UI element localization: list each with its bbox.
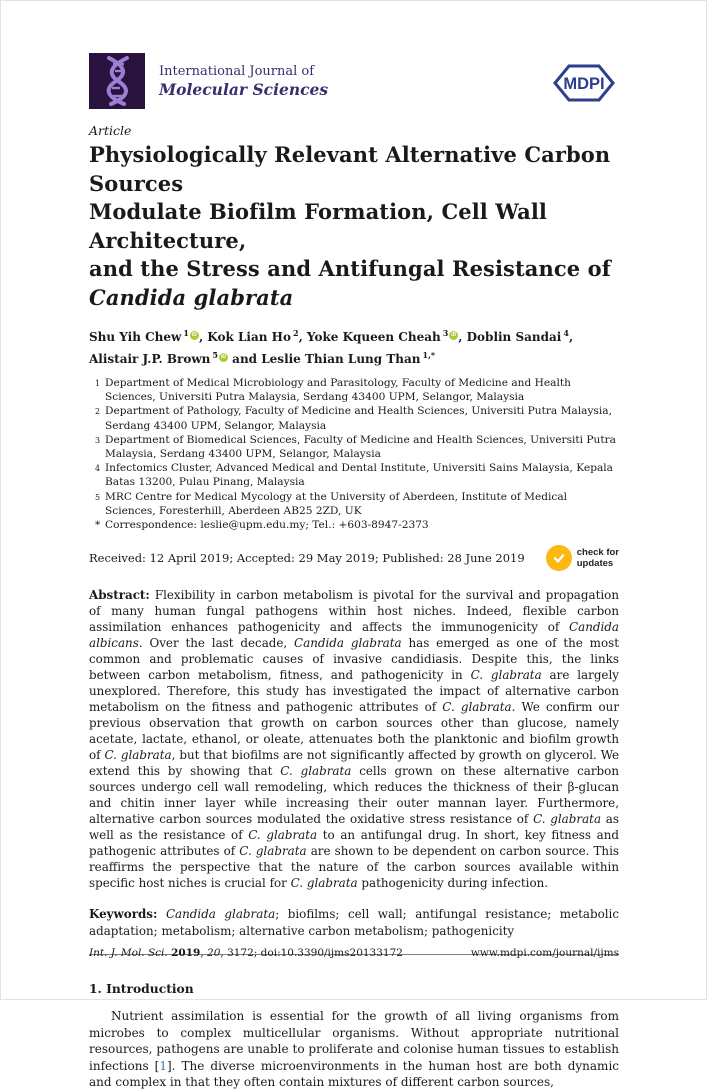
affiliation-row [89, 490, 619, 518]
mdpi-logo-text: MDPI [563, 75, 605, 93]
affiliation-marker: 4 [95, 464, 101, 474]
orcid-icon[interactable]: iD [190, 331, 199, 340]
intro-paragraph: Nutrient assimilation is essential for the growth of all living organisms from microbes to complex multicellular organisms. Without appropriate nutritional resources, pathogens are unable to proliferate and colonise human tissues to establish infections [1]. The diverse microenvironments in the human host are both dynamic and complex in that they often contain mixtures of different carbon sources, [89, 1009, 619, 1090]
author-list [89, 325, 619, 368]
affiliation-text: Department of Biomedical Sciences, Faculty of Medicine and Health Sciences, Universiti Putra Malaysia, Serdang 43400 UPM, Selangor, Malaysia [105, 433, 617, 461]
section-heading-introduction: 1. Introduction [89, 981, 194, 997]
dna-helix-icon [89, 53, 145, 109]
journal-logo [89, 53, 328, 109]
author: Yoke Kqueen Cheah $^3$ iD , [306, 328, 467, 344]
keywords [89, 906, 619, 940]
paper-title [89, 141, 619, 312]
author: Alistair J.P. Brown $^5$ iD and [89, 349, 262, 366]
affiliation-list [89, 376, 619, 532]
author: Doblin Sandai $^4$, [466, 328, 574, 344]
affiliation-row [89, 376, 619, 404]
page-footer [89, 947, 619, 959]
affiliation-marker: 2 [95, 407, 101, 417]
dates-line: Received: 12 April 2019; Accepted: 29 May 2019; Published: 28 June 2019 [89, 551, 525, 566]
journal-name [159, 63, 328, 99]
affiliation-marker: 3 [95, 435, 101, 445]
mdpi-logo [549, 61, 619, 109]
affiliation-row [89, 404, 619, 432]
article-type-label: Article [89, 123, 132, 138]
keywords-label: Keywords: [89, 907, 158, 922]
correspondence-email[interactable]: leslie@upm.edu.my [200, 519, 306, 532]
journal-name-line2: Molecular Sciences [159, 80, 329, 99]
journal-name-line1: International Journal of [159, 64, 315, 79]
title-line3: and the Stress and Antifungal Resistance of [89, 256, 611, 281]
affiliation-text: MRC Centre for Medical Mycology at the University of Aberdeen, Institute of Medical Sciences, Foresterhill, Aberdeen AB25 2ZD, UK [105, 490, 568, 517]
journal-url[interactable]: www.mdpi.com/journal/ijms [470, 947, 619, 959]
citation-line: Int. J. Mol. Sci. 2019, 20, 3172; doi:10.3390/ijms20133172 [89, 947, 403, 959]
abstract-text: Flexibility in carbon metabolism is pivotal for the survival and propagation of many human fungal pathogens within host niches. Indeed, flexible carbon assimilation enhances pathogenicity and affects the immunogenicity of Candida albicans. Over the last decade, Candida glabrata has emerged as one of the most common and problematic causes of invasive candidiasis. Despite this, the links between carbon metabolism, fitness, and pathogenicity in C. glabrata are largely unexplored. Therefore, this study has investigated the impact of alternative carbon metabolism on the fitness and pathogenic attributes of C. glabrata. We confirm our previous observation that growth on carbon sources other than glucose, namely acetate, lactate, ethanol, or oleate, attenuates both the planktonic and biofilm growth of C. glabrata, but that biofilms are not significantly affected by growth on glycerol. We extend this by showing that C. glabrata cells grown on these alternative carbon sources undergo cell wall remodeling, which reduces the thickness of their β-glucan and chitin inner layer while increasing their outer mannan layer. Furthermore, alternative carbon sources modulated the oxidative stress resistance of C. glabrata as well as the resistance of C. glabrata to an antifungal drug. In short, key fitness and pathogenic attributes of C. glabrata are shown to be dependent on carbon source. This reaffirms the perspective that the nature of the carbon sources available within specific host niches is crucial for C. glabrata pathogenicity during infection. [89, 588, 620, 891]
author: Leslie Thian Lung Than $^{1,*}$ [261, 349, 436, 366]
affiliation-text: Infectomics Cluster, Advanced Medical and Dental Institute, Universiti Sains Malaysia, Kepala Batas 13200, Pulau Pinang, Malaysia [105, 462, 613, 489]
title-line1: Physiologically Relevant Alternative Carbon Sources [89, 142, 611, 196]
page-header [89, 53, 619, 109]
affiliation-marker: 1 [95, 379, 101, 388]
author: Kok Lian Ho $^2$, [207, 328, 307, 344]
correspondence-marker: * [95, 519, 101, 532]
check-for-updates-badge[interactable] [546, 545, 619, 571]
affiliation-marker: 5 [95, 492, 101, 502]
title-line4-species: Candida glabrata [89, 284, 294, 310]
checkmark-icon [546, 545, 572, 571]
orcid-icon[interactable]: iD [219, 353, 228, 362]
abstract-label: Abstract: [89, 588, 150, 603]
affiliation-text: Department of Medical Microbiology and Parasitology, Faculty of Medicine and Health Sciences, Universiti Putra Malaysia, Serdang 43400 UPM, Selangor, Malaysia [105, 377, 571, 404]
title-line2: Modulate Biofilm Formation, Cell Wall Architecture, [89, 199, 548, 253]
affiliation-text: Department of Pathology, Faculty of Medicine and Health Sciences, Universiti Putra Malaysia, Serdang 43400 UPM, Selangor, Malaysia [105, 405, 612, 432]
reference-link-1[interactable]: 1 [159, 1058, 167, 1073]
affiliation-row [89, 433, 619, 461]
keywords-text: Candida glabrata; biofilms; cell wall; antifungal resistance; metabolic adaptation; metabolism; alternative carbon metabolism; pathogenicity [89, 907, 620, 939]
correspondence-row [89, 518, 619, 532]
orcid-icon[interactable]: iD [449, 331, 458, 340]
abstract [89, 587, 619, 891]
affiliation-row [89, 461, 619, 489]
correspondence-text: Correspondence: leslie@upm.edu.my; Tel.: +603-8947-2373 [105, 519, 429, 532]
badge-text: check for updates [576, 547, 619, 570]
author: Shu Yih Chew $^1$ iD , [89, 328, 208, 344]
